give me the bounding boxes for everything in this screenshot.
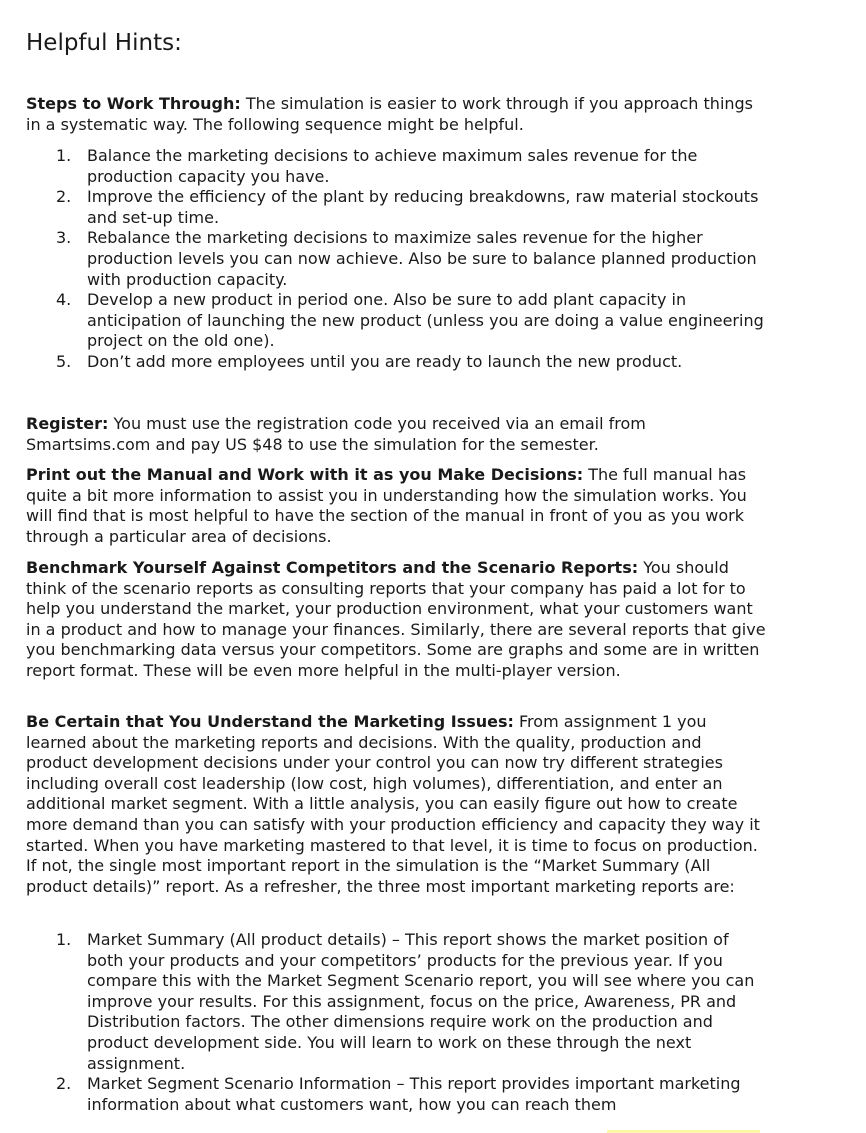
steps-heading: Steps to Work Through: <box>26 94 241 113</box>
benchmark-paragraph <box>26 558 766 682</box>
register-text: You must use the registration code you received via an email from Smartsims.com and pay US $48 to use the simulation for the semester. <box>26 414 646 454</box>
list-item-number: 1. <box>56 146 72 165</box>
list-item-number: 3. <box>56 228 72 248</box>
benchmark-text: You should think of the scenario reports as consulting reports that your company has paid a lot for to help you understand the market, your production environment, what your customers want in a product and how to manage your finances. Similarly, there are several reports that give you benchmarking data versus your competitors. Some are graphs and some are in written report format. These will be even more helpful in the multi-player version. <box>26 558 766 680</box>
list-item-text: Market Segment Scenario Information – This report provides important marketing information about what customers want, how you can reach them <box>87 1074 741 1114</box>
list-item-number: 4. <box>56 290 72 310</box>
register-heading: Register: <box>26 414 109 433</box>
list-item <box>26 146 766 187</box>
list-item-text: Balance the marketing decisions to achieve maximum sales revenue for the production capacity you have. <box>87 146 698 186</box>
list-item <box>26 187 766 228</box>
list-item <box>26 1074 766 1115</box>
list-item-text: Improve the efficiency of the plant by reducing breakdowns, raw material stockouts and set-up time. <box>87 187 759 227</box>
manual-paragraph <box>26 465 766 547</box>
list-item-number: 5. <box>56 351 72 371</box>
list-item-number: 2. <box>56 1074 72 1094</box>
page-title: Helpful Hints: <box>26 30 182 56</box>
list-item-text: Don’t add more employees until you are ready to launch the new product. <box>87 351 683 371</box>
manual-text: The full manual has quite a bit more information to assist you in understanding how the simulation works. You will find that is most helpful to have the section of the manual in front of you as you work through a particular area of decisions. <box>26 465 747 546</box>
list-item-number: 1. <box>56 930 72 949</box>
list-item-text: Rebalance the marketing decisions to maximize sales revenue for the higher production levels you can now achieve. Also be sure to balance planned production with production capacity. <box>87 228 757 289</box>
marketing-paragraph <box>26 712 766 897</box>
steps-list <box>26 146 766 373</box>
manual-heading: Print out the Manual and Work with it as you Make Decisions: <box>26 465 584 484</box>
list-item-text: Develop a new product in period one. Also be sure to add plant capacity in anticipation of launching the new product (unless you are doing a value engineering project on the old one). <box>87 290 764 351</box>
steps-text: The simulation is easier to work through if you approach things in a systematic way. The following sequence might be helpful. <box>26 94 754 134</box>
list-item <box>26 352 766 373</box>
list-item <box>26 290 766 352</box>
list-item-text: Market Summary (All product details) – This report shows the market position of both your products and your competitors’ products for the previous year. If you compare this with the Market Segment Scenario report, you will see where you can improve your results. For this assignment, focus on the price, Awareness, PR and Distribution factors. The other dimensions require work on the production and product development side. You will learn to work on these through the next assignment. <box>87 930 755 1073</box>
marketing-text: From assignment 1 you learned about the marketing reports and decisions. With the quality, production and product development decisions under your control you can now try different strategies including overall cost leadership (low cost, high volumes), differentiation, and enter an additional market segment. With a little analysis, you can easily figure out how to create more demand than you can satisfy with your production efficiency and capacity they way it started. When you have marketing mastered to that level, it is time to focus on production. If not, the single most important report in the simulation is the “Market Summary (All product details)” report. As a refresher, the three most important marketing reports are: <box>26 712 760 896</box>
list-item <box>26 228 766 290</box>
benchmark-heading: Benchmark Yourself Against Competitors and the Scenario Reports: <box>26 558 639 577</box>
register-paragraph <box>26 414 766 455</box>
reports-list <box>26 930 766 1115</box>
marketing-heading: Be Certain that You Understand the Marketing Issues: <box>26 712 514 731</box>
list-item <box>26 930 766 1074</box>
steps-paragraph <box>26 94 766 135</box>
list-item-number: 2. <box>56 187 72 207</box>
